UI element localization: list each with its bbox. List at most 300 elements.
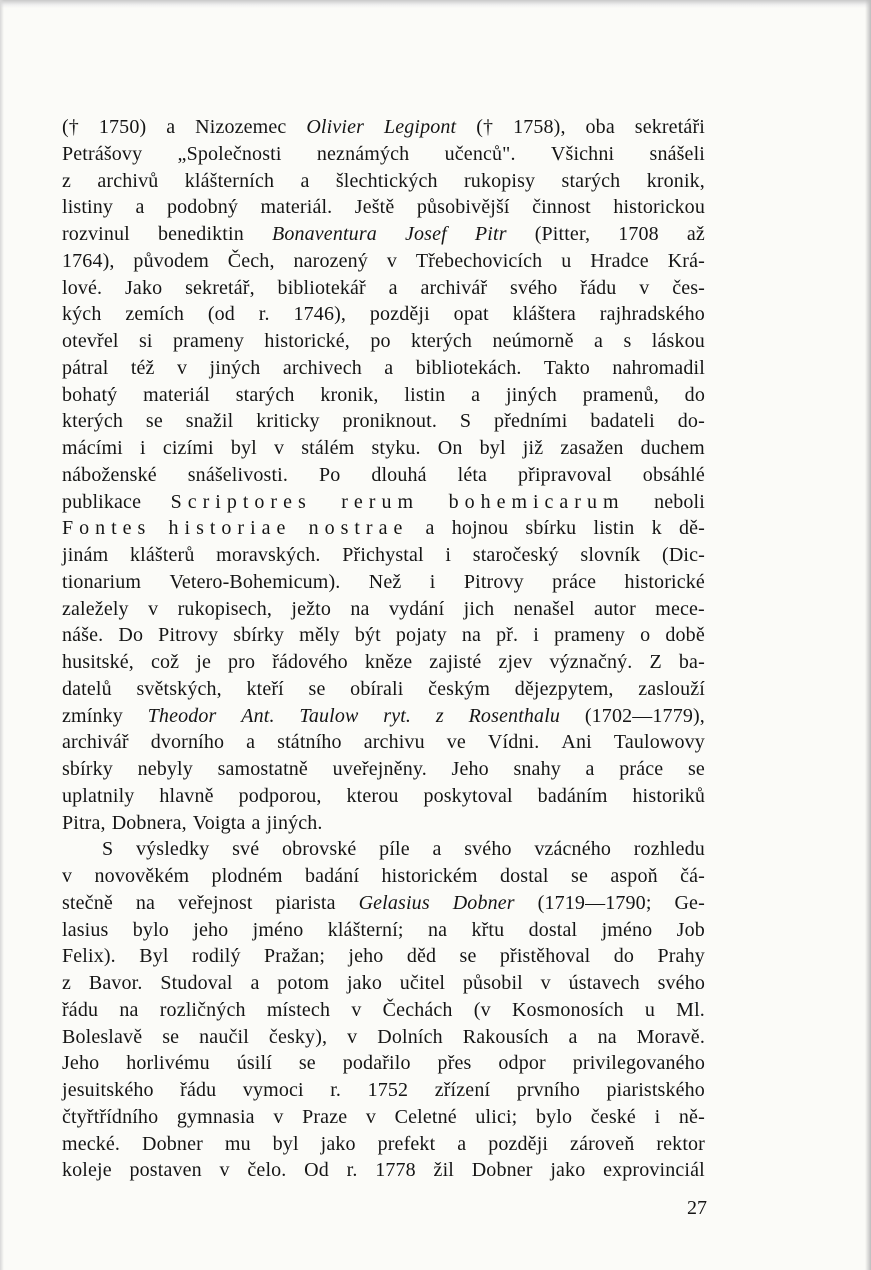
word: (od [207,303,235,326]
word: odpor [498,1052,546,1075]
word: uveřejněny. [332,758,427,780]
word: kronik, [646,169,705,192]
word: materiál. [260,196,333,219]
word: činnost [532,196,591,219]
word: přistěhoval [499,945,591,968]
word: mu [224,1132,251,1155]
italic-word: Theodor [147,704,217,727]
word: přes [437,1052,472,1075]
word: proniknout. [342,410,437,433]
word: i [429,570,436,593]
word: vymoci [242,1079,304,1101]
word: v [273,437,285,459]
word: duchem [640,437,705,459]
word: práce [619,758,664,780]
word: materiál [143,383,210,406]
word: na [350,597,370,620]
word: listiny [62,196,114,219]
text-line [62,141,705,168]
word: benediktin [157,223,244,245]
word: být [354,624,381,647]
word: čtyřtřídního [62,1105,159,1128]
word: prefekt [377,1132,436,1155]
word: privilegovaného [572,1052,705,1075]
page-number: 27 [687,1197,707,1219]
word: jako [320,1132,356,1155]
word: kterou [346,784,399,807]
word: poskytoval [423,784,513,807]
word: v [347,1025,358,1048]
word: stálém [301,437,355,459]
text-line [62,596,705,623]
italic-word: Gelasius [358,891,430,914]
word: prvního [516,1079,580,1101]
word: sekretář, [185,276,255,299]
word: rajhradského [599,303,705,326]
word: i [140,437,146,459]
word: historické [624,570,705,593]
word: což [150,651,180,673]
word: badání [304,865,360,887]
word: gymnasia [176,1105,255,1128]
word: zajisté [429,651,482,673]
body-text [62,114,705,1184]
text-line [62,542,705,569]
word: pramenů, [582,383,659,406]
word: veřejnost [177,891,253,914]
word: rektor [656,1132,705,1155]
text-line [62,114,705,141]
word: (1702—1779), [584,704,705,727]
word: otevřel [62,330,119,352]
word: a [251,811,261,834]
word: Takto [543,356,590,379]
word: Ml. [676,998,705,1021]
word: měly [299,624,340,647]
word: neznámých [316,142,410,165]
word: narozený [293,249,368,272]
text-line [62,221,705,248]
word: bibliotekách. [415,356,522,379]
word: historické, [264,330,350,352]
word: sbírky [62,758,113,780]
word: ústavech [568,972,640,994]
word: Než [368,570,402,593]
word: listin [404,383,446,406]
word: dě- [678,517,705,540]
spaced-word: Scriptores [170,490,312,513]
word: svého [464,838,512,861]
word: On [437,437,463,459]
word: Pitra, [62,811,106,834]
word: do- [677,410,705,433]
word: čes- [672,276,705,299]
word: předními [494,410,568,433]
spaced-word: bohemicarum [448,490,625,513]
word: rozhledu [633,838,705,861]
text-line [62,435,705,462]
word: řádu [62,998,99,1021]
word: v [148,597,159,620]
word: mácími [62,437,123,459]
word: ulici; [475,1105,518,1128]
word: v [351,998,362,1021]
spaced-word: historiae [168,517,292,540]
word: ba- [678,651,705,673]
text-line [62,569,705,596]
word: opat [453,303,489,326]
word: dostal [528,918,578,941]
word: původem [133,249,209,272]
word: prameny [554,624,626,647]
word: potom [277,972,330,994]
word: do [684,383,705,406]
word: láskou [651,330,705,352]
word: snášeli [649,142,705,165]
word: z [62,972,72,994]
word: kriticky [256,410,320,433]
word: piarista [275,891,336,914]
word: neboli [654,490,705,513]
word: 1764), [62,249,115,272]
word: se [459,945,477,968]
word: učenců". [444,142,516,165]
word: bylo [132,918,169,941]
word: výsledky [135,838,210,861]
word: Jeho [62,1052,100,1075]
word: archivu [363,731,425,754]
word: jich [463,597,495,620]
word: a [594,330,604,352]
word: své [232,838,260,861]
word: Ještě [354,196,395,219]
word: rozličných [159,998,246,1021]
word: děd [406,945,437,968]
word: obrovské [281,838,357,861]
word: Byl [139,945,169,968]
text-line [62,328,705,355]
word: listin [593,517,635,540]
word: starých [235,383,295,406]
word: nenašel [513,597,575,620]
word: na [461,624,482,647]
word: klášterních [184,169,275,192]
word: zemích [125,303,184,326]
word: klášterní; [327,918,404,941]
word: publikace [62,490,142,513]
text-line [62,970,705,997]
word: Krá- [667,249,705,272]
word: 1778 [375,1159,416,1182]
word: Ani [561,731,592,754]
word: Všichni [550,142,615,165]
word: Rakousích [462,1025,549,1048]
word: křtu [471,918,505,941]
word: Pitrovy [463,570,524,593]
word: svého [657,972,705,994]
word: s [623,330,632,352]
word: piaristského [606,1079,705,1101]
word: v [540,972,551,994]
word: v [365,1105,377,1128]
text-line [62,408,705,435]
word: autor [594,597,636,620]
word: místech [266,998,331,1021]
word: léta [457,463,488,486]
word: husitské, [62,651,134,673]
word: archivů [97,169,159,192]
text-line [62,382,705,409]
word: archivář [420,276,488,299]
word: sbírky [233,624,285,647]
word: v [386,249,397,272]
word: kteří [246,677,284,700]
word: lové. [62,276,103,299]
word: jako [346,972,382,994]
word: učitel [399,972,446,994]
word: později [488,1132,549,1155]
text-line [62,248,705,275]
scan-edge-left [0,0,4,1270]
italic-word: Dobner [452,891,515,914]
word: čá- [680,865,705,887]
word: českým [428,677,491,700]
word: Taulowovy [613,731,705,754]
word: vzácného [534,838,612,861]
word: o [640,624,651,647]
word: mece- [655,597,705,620]
text-line [62,301,705,328]
word: svého [510,276,558,299]
word: oba [585,116,615,138]
word: Od [304,1159,329,1182]
word: kněze [364,651,413,673]
word: si [138,330,153,352]
word: a [166,116,176,138]
word: Job [676,918,705,941]
text-line [62,489,705,516]
word: kých [62,303,102,326]
word: († [62,116,79,138]
word: česky), [268,1025,328,1048]
word: zaležely [62,597,129,620]
word: hlavně [159,784,214,807]
word: působivější [416,196,510,219]
word: jméno [252,918,304,941]
word: Čech, [227,249,275,272]
text-line [62,515,705,542]
text-line [62,676,705,703]
word: Pitrovy [158,624,219,647]
word: Z [649,651,662,673]
word: a [388,276,398,299]
spaced-word: Fontes [62,517,152,540]
word: k [651,517,662,540]
word: r. [346,1159,358,1182]
word: je [196,651,211,673]
word: v [273,1105,284,1128]
text-line [62,355,705,382]
word: i [445,544,452,566]
word: žil [433,1159,454,1182]
word: badateli [590,410,655,433]
word: 1750) [98,116,147,138]
word: Kosmonosích [511,998,624,1021]
word: řádu [580,276,617,299]
word: obírali [350,677,404,700]
word: a [568,1025,578,1048]
word: do [613,945,635,968]
word: koleje [62,1159,112,1182]
word: též [130,356,155,379]
word: badáním [537,784,608,807]
word: moravských. [216,544,321,566]
text-line [62,783,705,810]
word: lasius [62,918,109,941]
italic-word: Rosenthalu [468,704,561,727]
word: již [522,437,544,459]
word: r. [330,1079,342,1101]
spaced-word: nostrae [308,517,409,540]
word: státního [277,731,342,754]
word: a [300,169,310,192]
word: Dobner [471,1159,533,1182]
word: neúmorně [492,330,574,352]
word: Moravě. [636,1025,705,1048]
word: archivář [62,731,129,754]
word: Třebechovicích [415,249,543,272]
text-line [62,275,705,302]
word: připravoval [518,463,612,486]
word: jeho [193,918,229,941]
word: se [162,1025,180,1048]
word: naučil [199,1025,249,1048]
word: se [571,865,588,887]
word: a [457,1132,467,1155]
text-line [62,168,705,195]
word: (1719—1790; [537,891,652,914]
word: klášterů [129,544,195,566]
word: náboženské [62,463,157,486]
italic-word: z [435,704,444,727]
word: datelů [62,677,112,700]
word: Felix). [62,945,116,968]
word: obsáhlé [642,463,705,486]
italic-word: Taulow [299,704,359,727]
word: působil [462,972,523,994]
word: řádu [180,1079,217,1101]
text-line [62,997,705,1024]
word: u [561,249,572,272]
word: práce [552,570,597,593]
word: nebyly [137,758,193,780]
word: r. [258,303,270,326]
text-line [62,194,705,221]
word: hojnou [451,517,509,540]
word: na [427,918,448,941]
text-line [62,890,705,917]
word: v [62,865,73,887]
word: ježto [291,597,332,620]
word: S [102,838,114,861]
word: historiků [632,784,705,807]
word: sekretáři [634,116,705,138]
word: až [686,223,705,245]
word: jiných [209,356,261,379]
word: české [590,1105,636,1128]
word: ve [446,731,466,754]
italic-word: Ant. [241,704,275,727]
word: ně- [678,1105,705,1128]
word: Dobnera, [111,811,187,834]
word: zjev [498,651,533,673]
word: podařilo [342,1052,411,1075]
word: bohatý [62,383,118,406]
word: se [308,677,326,700]
word: jméno [601,918,653,941]
word: Vetero-Bohemicum). [169,570,341,593]
word: pro [228,651,256,673]
word: kterých [411,330,473,352]
word: († [476,116,494,138]
word: jako [550,1159,586,1182]
word: horlivému [126,1052,210,1075]
text-line [62,1024,705,1051]
italic-word: Pitr [474,223,507,245]
word: S [459,410,472,433]
word: aspoň [610,865,658,887]
text-line [62,622,705,649]
text-line [62,836,705,863]
word: a [585,758,595,780]
word: Dolních [377,1025,443,1048]
italic-word: ryt. [383,704,412,727]
word: a [432,838,442,861]
word: čelo. [247,1159,287,1182]
word: zaslouží [638,677,705,700]
word: rozvinul [62,223,130,245]
word: Čechách [382,998,453,1021]
text-line [62,1131,705,1158]
word: píle [379,838,410,861]
text-line [62,729,705,756]
word: Praze [302,1105,348,1128]
text-line [62,1050,705,1077]
word: význačný. [549,651,633,673]
text-line [62,1077,705,1104]
text-line [62,1104,705,1131]
text-line [62,943,705,970]
word: (Dic- [662,544,705,566]
word: době [665,624,705,647]
italic-word: Olivier [306,116,365,138]
word: plodném [211,865,283,887]
word: jiných. [266,811,323,834]
word: historickou [613,196,705,219]
text-line [62,917,705,944]
word: styku. [371,437,421,459]
word: a [250,972,260,994]
word: na [119,998,139,1021]
text-line [62,1157,705,1184]
word: kterých [62,410,124,433]
word: Nizozemec [195,116,287,138]
word: historickém [381,865,478,887]
word: byl [230,437,257,459]
word: byl [272,1132,299,1155]
word: podporou, [238,784,322,807]
word: novověkém [94,865,190,887]
